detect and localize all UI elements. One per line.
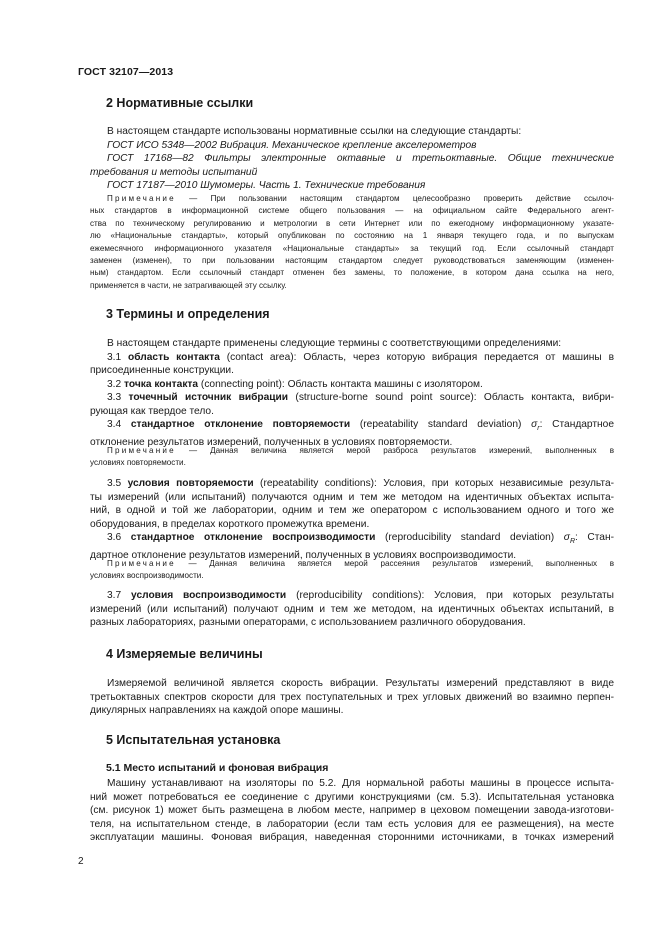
section-3-body-b: 3.5 условия повторяемости (repeatability conditions): Условия, при которых независимые результа- ты измерений (или испытаний) получаются одним и тем же методом на идентичных объектах испыта- ний, в одной и той же лаборатории, одним и тем же оператором с использованием одного и того же оборудования, в пределах короткого промежутка времени. 3.6 стандартное отклонение воспроизводимости (reproducibility standard deviation) $\sigma_R$: Стан- дартное отклонение результатов измерений, полученных в условиях воспроизводимости.	[90, 478, 615, 561]
note-line: ным) стандартом. Если ссылочный стандарт отменен без замены, то положение, в котором дана ссылка на него,	[90, 268, 614, 278]
note-line: ежемесячного информационного указателя «Национальные стандарты» за текущий год. Если ссылочный стандарт	[90, 243, 614, 253]
section-2-note	[90, 193, 614, 292]
term-3-6-note: Примечание — Данная величина является мерой рассеяния результатов измерений, выполненных в условиях воспроизводимости.	[90, 559, 614, 581]
term-name: точечный источник вибрации	[128, 392, 289, 403]
section-3-body-c: 3.7 условия воспроизводимости (reproducibility conditions): Условия, при которых результаты измерений (или испытаний) получают одним и тем же методом, на идентичных объектах испытаний, в разных лабораториях, разными операторами, с использованием различного оборудования.	[90, 590, 614, 628]
note-label: Примечание	[107, 559, 176, 568]
reference-gost-17168-cont: требования и методы испытаний	[90, 166, 258, 178]
reference-iso-5348: ГОСТ ИСО 5348—2002 Вибрация. Механическое крепление акселерометров	[107, 139, 477, 151]
section-3-intro: В настоящем стандарте применены следующие термины с соответствующими определениями:	[107, 338, 562, 349]
term-3-6: 3.6 стандартное отклонение воспроизводимости (reproducibility standard deviation) $\sigma_R$: Стан-	[107, 532, 614, 546]
section-3-title: 3 Термины и определения	[106, 307, 270, 321]
subscript: r	[537, 425, 540, 433]
page-number: 2	[78, 856, 84, 867]
term-name: условия воспроизводимости	[131, 590, 287, 601]
section-5-title: 5 Испытательная установка	[106, 733, 281, 747]
subsection-5-1-title: 5.1 Место испытаний и фоновая вибрация	[106, 762, 329, 774]
section-3-body-a	[90, 337, 614, 449]
note-label: Примечание	[107, 194, 176, 203]
note-line: заменен (изменен), то при пользовании настоящим стандартом следует руководствоваться заменяющим (изменен-	[90, 256, 614, 266]
term-name: стандартное отклонение повторяемости	[130, 419, 351, 430]
section-2-intro: В настоящем стандарте использованы нормативные ссылки на следующие стандарты:	[107, 126, 522, 137]
term-name: точка контакта	[124, 378, 199, 390]
note-line: ства по техническому регулированию и метрологии в сети Интернет или по ежегодному информационному указате-	[90, 218, 614, 228]
section-4-body: Измеряемой величиной является скорость вибрации. Результаты измерений представляют в виде третьоктавных спектров скорости для трех поступательных и трех угловых движений во взаимно перпен- дикулярных направлениях на каждой опоре машины.	[90, 678, 614, 716]
term-name: стандартное отклонение воспроизводимости	[130, 532, 376, 543]
note-line: применяется в части, не затрагивающей эту ссылку.	[90, 280, 287, 290]
term-3-6-cont: дартное отклонение результатов измерений, полученных в условиях воспроизводимости.	[90, 549, 517, 561]
term-3-2: 3.2 точка контакта (connecting point): Область контакта машины с изолятором.	[107, 378, 483, 390]
term-3-4: 3.4 стандартное отклонение повторяемости (repeatability standard deviation) $\sigma_r$: Стандартное	[107, 419, 614, 433]
term-3-1: 3.1 область контакта (contact area): Область, через которую вибрация передается от машины в	[107, 351, 615, 363]
subscript: R	[569, 538, 575, 546]
section-5-body: Машину устанавливают на изоляторы по 5.2. Для нормальной работы машины в процессе испыта- ний может потребоваться ее соединение с другими конструкциями (см. 5.3). Испытательная установка (см. рисунок 1) может быть размещена в любом месте, например в цеховом помещении завода-изготови- теля, на испытательном стенде, в лаборатории (если там есть условия для ее размещения), на месте эксплуатации машины. Фоновая вибрация, наведенная сторонними источниками, в точках измерений	[90, 778, 614, 843]
term-name: область контакта	[128, 351, 220, 363]
term-3-7: 3.7 условия воспроизводимости (reproducibility conditions): Условия, при которых результаты	[107, 590, 614, 601]
sigma-symbol: σ	[531, 419, 538, 430]
reference-gost-17168: ГОСТ 17168—82 Фильтры электронные октавные и третьоктавные. Общие технические	[107, 153, 614, 164]
section-2-title: 2 Нормативные ссылки	[106, 96, 254, 110]
term-3-5: 3.5 условия повторяемости (repeatability conditions): Условия, при которых независимые результа-	[107, 478, 615, 489]
term-3-1-cont: присоединенные конструкции.	[90, 365, 234, 376]
term-3-4-cont: отклонение результатов измерений, полученных в условиях повторяемости.	[90, 436, 453, 448]
reference-gost-17187: ГОСТ 17187—2010 Шумомеры. Часть 1. Технические требования	[107, 180, 426, 191]
term-name: условия повторяемости	[127, 478, 254, 489]
term-3-3-cont: рующая как твердое тело.	[90, 405, 214, 417]
standard-header: ГОСТ 32107—2013	[78, 66, 174, 78]
note-line: — При пользовании настоящим стандартом целесообразно проверить действие ссылоч-	[175, 194, 614, 203]
term-3-4-note: Примечание — Данная величина является мерой разброса результатов измерений, выполненных в условиях повторяемости.	[90, 446, 614, 468]
note-line: лю «Национальные стандарты», который опубликован по состоянию на 1 января текущего года, и по выпускам	[90, 231, 614, 241]
note-line: ных стандартов в информационной системе общего пользования — на официальном сайте Федерального агент-	[90, 206, 614, 216]
section-2-body	[90, 125, 614, 193]
term-3-3: 3.3 точечный источник вибрации (structure-borne sound point source): Область контакта, вибри-	[107, 392, 614, 403]
note-label: Примечание	[107, 446, 176, 455]
sigma-symbol: σ	[563, 532, 570, 543]
section-4-title: 4 Измеряемые величины	[106, 647, 263, 661]
